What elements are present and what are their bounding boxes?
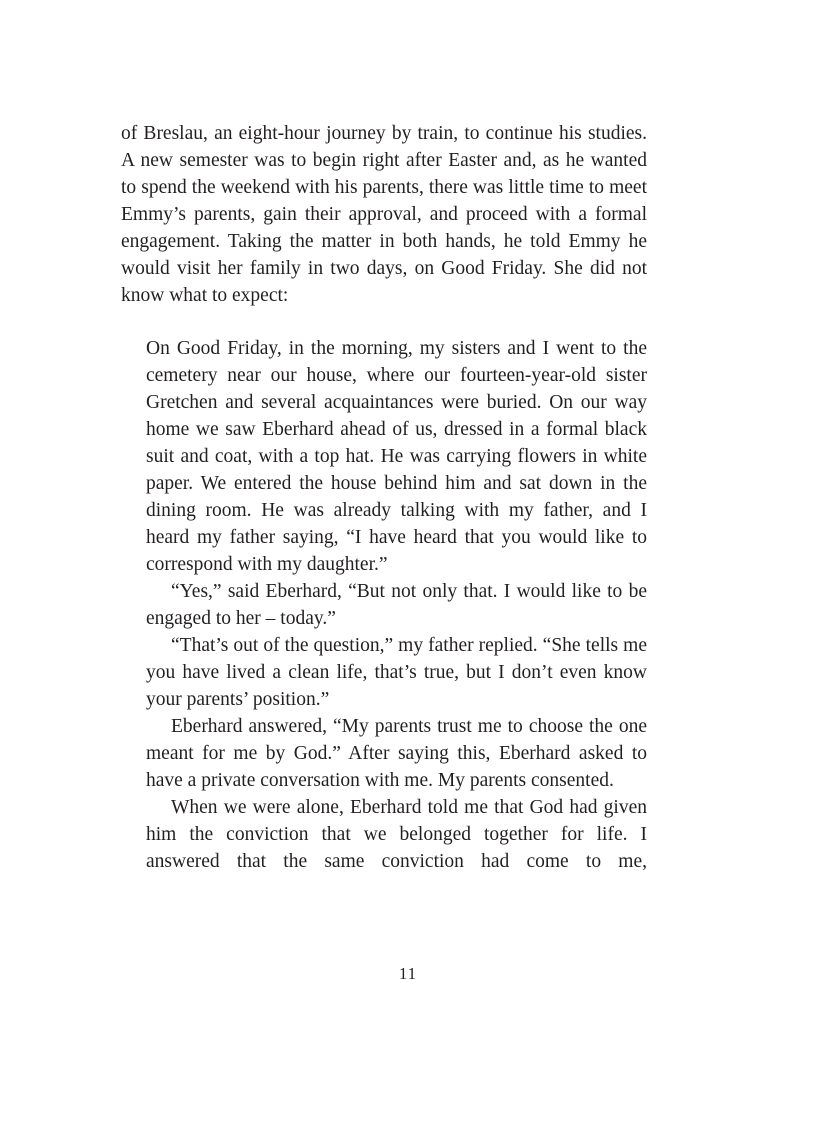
page-number: 11	[398, 964, 418, 983]
quote-paragraph-4: Eberhard answered, “My parents trust me to choose the one meant for me by God.” After saying this, Eberhard asked to have a private conversation with me. My parents consented.	[146, 716, 647, 791]
intro-paragraph: of Breslau, an eight-hour journey by train, to continue his studies. A new semester was to begin right after Easter and, as he wanted to spend the weekend with his parents, there was little time to meet Emmy’s parents, gain their approval, and proceed with a formal engagement. Taking the matter in both hands, he told Emmy he would visit her family in two days, on Good Friday. She did not know what to expect:	[121, 123, 647, 306]
block-quote	[146, 335, 647, 875]
quote-paragraph-5: When we were alone, Eberhard told me that God had given him the conviction that we belonged together for life. I answered that the same conviction had come to me,	[146, 797, 647, 872]
quote-paragraph-1: On Good Friday, in the morning, my sisters and I went to the cemetery near our house, where our fourteen-year-old sister Gretchen and several acquaintances were buried. On our way home we saw Eberhard ahead of us, dressed in a formal black suit and coat, with a top hat. He was carrying flowers in white paper. We entered the house behind him and sat down in the dining room. He was already talking with my father, and I heard my father saying, “I have heard that you would like to correspond with my daughter.”	[146, 338, 647, 575]
quote-paragraph-2: “Yes,” said Eberhard, “But not only that. I would like to be engaged to her – today.”	[146, 581, 647, 629]
quote-paragraph-3: “That’s out of the question,” my father replied. “She tells me you have lived a clean life, that’s true, but I don’t even know your parents’ position.”	[146, 635, 647, 710]
